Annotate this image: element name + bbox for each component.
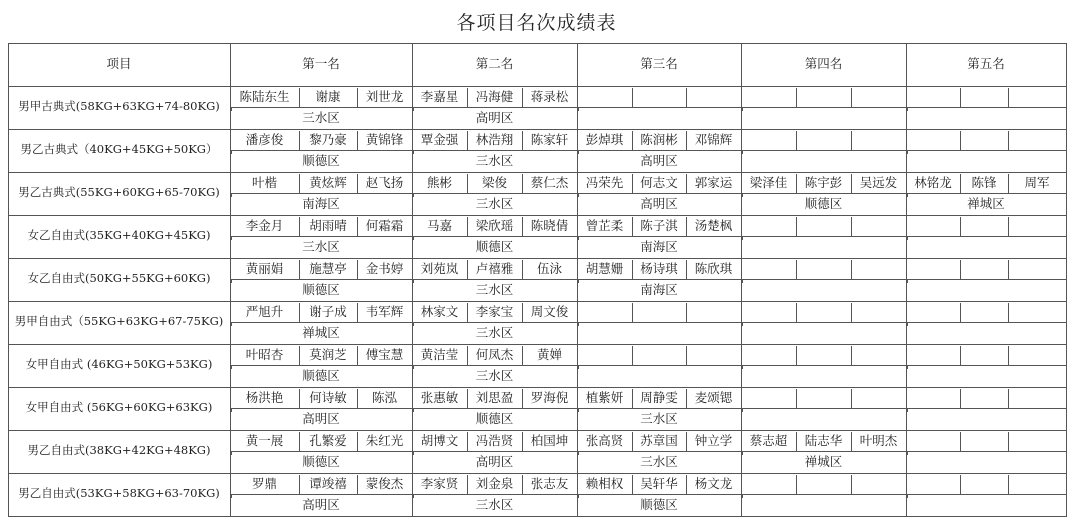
grid-line bbox=[851, 346, 852, 365]
grid-line bbox=[741, 279, 906, 280]
grid-line bbox=[741, 408, 906, 409]
district-label: 高明区 bbox=[302, 497, 340, 512]
grid-line bbox=[686, 88, 687, 107]
category-label: 男乙自由式(38KG+42KG+48KG) bbox=[27, 443, 211, 457]
athlete-name: 伍泳 bbox=[536, 261, 562, 276]
district-label: 南海区 bbox=[640, 239, 678, 254]
athlete-name: 彭焯琪 bbox=[585, 132, 624, 147]
grid-line bbox=[851, 217, 852, 236]
grid-line bbox=[741, 494, 906, 495]
category-label: 男甲自由式（55KG+63KG+67-75KG) bbox=[14, 314, 224, 328]
grid-line bbox=[907, 451, 908, 455]
athlete-name: 黄锦锋 bbox=[365, 132, 404, 147]
district-label: 三水区 bbox=[302, 239, 340, 254]
grid-line bbox=[960, 303, 961, 322]
district-label: 南海区 bbox=[302, 196, 340, 211]
athlete-name: 赖相权 bbox=[585, 476, 624, 491]
athlete-name: 梁泽佳 bbox=[749, 175, 788, 190]
grid-line bbox=[906, 322, 1066, 323]
grid-line bbox=[1008, 475, 1009, 494]
district-label: 顺德区 bbox=[475, 239, 514, 254]
athlete-name: 叶昭杏 bbox=[245, 347, 284, 362]
district-label: 禅城区 bbox=[804, 454, 843, 469]
athlete-name: 黄洁莹 bbox=[420, 347, 459, 362]
grid-line bbox=[578, 107, 579, 111]
district-label: 南海区 bbox=[640, 282, 678, 297]
athlete-name: 胡慧姗 bbox=[585, 261, 624, 276]
athlete-name: 冯浩贤 bbox=[475, 433, 514, 448]
category-label: 女乙自由式(35KG+40KG+45KG) bbox=[27, 228, 211, 242]
athlete-name: 罗海倪 bbox=[530, 390, 569, 405]
district-label: 顺德区 bbox=[302, 153, 340, 168]
grid-line bbox=[796, 217, 797, 236]
athlete-name: 覃金强 bbox=[420, 132, 459, 147]
grid-line bbox=[632, 303, 633, 322]
athlete-name: 李嘉星 bbox=[420, 89, 459, 104]
athlete-name: 何诗敏 bbox=[309, 390, 347, 405]
athlete-name: 陈宇彭 bbox=[804, 175, 843, 190]
grid-line bbox=[796, 303, 797, 322]
grid-line bbox=[960, 346, 961, 365]
grid-line bbox=[960, 260, 961, 279]
athlete-name: 邓锦辉 bbox=[694, 132, 733, 147]
grid-line bbox=[577, 107, 741, 108]
district-label: 高明区 bbox=[640, 196, 678, 211]
athlete-name: 陈家轩 bbox=[530, 132, 569, 147]
grid-line bbox=[742, 494, 743, 498]
grid-line bbox=[907, 236, 908, 240]
athlete-name: 梁欣瑶 bbox=[475, 218, 514, 233]
athlete-name: 杨洪艳 bbox=[245, 390, 284, 405]
athlete-name: 汤楚枫 bbox=[694, 218, 733, 233]
grid-line bbox=[1008, 303, 1009, 322]
district-label: 顺德区 bbox=[302, 368, 340, 383]
athlete-name: 陈晓倩 bbox=[530, 218, 569, 233]
grid-line bbox=[686, 346, 687, 365]
athlete-name: 谢康 bbox=[315, 89, 341, 104]
grid-line bbox=[742, 408, 743, 412]
athlete-name: 李家贤 bbox=[420, 476, 459, 491]
district-label: 三水区 bbox=[640, 454, 678, 469]
column-header-item: 项目 bbox=[106, 56, 132, 71]
grid-line bbox=[1008, 217, 1009, 236]
athlete-name: 张惠敏 bbox=[420, 390, 459, 405]
athlete-name: 严旭升 bbox=[245, 304, 284, 319]
athlete-name: 麦颂锶 bbox=[694, 390, 733, 405]
grid-line bbox=[741, 365, 906, 366]
athlete-name: 罗鼎 bbox=[251, 476, 277, 491]
athlete-name: 黎乃豪 bbox=[309, 132, 347, 147]
grid-line bbox=[851, 303, 852, 322]
grid-line bbox=[906, 150, 1066, 151]
athlete-name: 吴轩华 bbox=[640, 476, 678, 491]
column-header-place-3: 第三名 bbox=[640, 56, 678, 71]
grid-line bbox=[741, 107, 906, 108]
grid-line bbox=[742, 107, 743, 111]
athlete-name: 吴远发 bbox=[859, 175, 898, 190]
athlete-name: 曾芷柔 bbox=[585, 218, 624, 233]
grid-line bbox=[1008, 346, 1009, 365]
district-label: 三水区 bbox=[475, 325, 514, 340]
athlete-name: 刘苑岚 bbox=[420, 261, 459, 276]
athlete-name: 何霜霜 bbox=[365, 218, 404, 233]
grid-line bbox=[960, 88, 961, 107]
grid-line bbox=[632, 88, 633, 107]
athlete-name: 陈欣琪 bbox=[694, 261, 733, 276]
athlete-name: 黄丽娟 bbox=[245, 261, 284, 276]
grid-line bbox=[741, 322, 906, 323]
grid-line bbox=[960, 389, 961, 408]
athlete-name: 周军 bbox=[1024, 175, 1050, 190]
grid-line bbox=[907, 494, 908, 498]
athlete-name: 马嘉 bbox=[426, 218, 452, 233]
athlete-name: 陈陆东生 bbox=[239, 89, 290, 104]
athlete-name: 周文俊 bbox=[530, 304, 569, 319]
column-header-place-5: 第五名 bbox=[967, 56, 1005, 71]
athlete-name: 张志友 bbox=[530, 476, 569, 491]
athlete-name: 叶明杰 bbox=[859, 433, 898, 448]
grid-line bbox=[578, 322, 579, 326]
athlete-name: 苏章国 bbox=[640, 433, 678, 448]
district-label: 顺德区 bbox=[302, 454, 340, 469]
grid-line bbox=[1008, 389, 1009, 408]
athlete-name: 刘思盈 bbox=[475, 390, 514, 405]
grid-line bbox=[907, 150, 908, 154]
athlete-name: 朱红光 bbox=[365, 433, 404, 448]
grid-line bbox=[907, 279, 908, 283]
grid-line bbox=[8, 516, 1066, 517]
grid-line bbox=[1008, 432, 1009, 451]
category-label: 女甲自由式 (56KG+60KG+63KG) bbox=[25, 400, 213, 414]
district-label: 三水区 bbox=[302, 110, 340, 125]
category-label: 男甲古典式(58KG+63KG+74-80KG) bbox=[18, 99, 220, 113]
athlete-name: 施慧亭 bbox=[309, 261, 347, 276]
athlete-name: 孔繁爱 bbox=[309, 433, 347, 448]
athlete-name: 周静雯 bbox=[640, 390, 678, 405]
athlete-name: 胡雨晴 bbox=[309, 218, 347, 233]
grid-line bbox=[742, 150, 743, 154]
grid-line bbox=[960, 432, 961, 451]
district-label: 禅城区 bbox=[302, 325, 340, 340]
category-label: 女甲自由式 (46KG+50KG+53KG) bbox=[25, 357, 213, 371]
column-header-place-2: 第二名 bbox=[475, 56, 514, 71]
district-label: 三水区 bbox=[475, 282, 514, 297]
athlete-name: 卢禧雅 bbox=[475, 261, 514, 276]
page-title: 各项目名次成绩表 bbox=[456, 12, 617, 34]
athlete-name: 蒙俊杰 bbox=[365, 476, 404, 491]
district-label: 高明区 bbox=[475, 110, 514, 125]
athlete-name: 黄炫辉 bbox=[309, 175, 347, 190]
athlete-name: 李家宝 bbox=[475, 304, 514, 319]
category-label: 男乙古典式(55KG+60KG+65-70KG) bbox=[18, 185, 220, 199]
grid-line bbox=[906, 365, 1066, 366]
grid-line bbox=[796, 389, 797, 408]
athlete-name: 何志文 bbox=[640, 175, 678, 190]
grid-line bbox=[742, 322, 743, 326]
athlete-name: 杨文龙 bbox=[694, 476, 733, 491]
athlete-name: 刘金泉 bbox=[475, 476, 514, 491]
category-label: 男乙古典式（40KG+45KG+50KG） bbox=[20, 142, 218, 156]
athlete-name: 傅宝慧 bbox=[365, 347, 404, 362]
athlete-name: 黄婵 bbox=[536, 347, 562, 362]
grid-line bbox=[906, 451, 1066, 452]
category-label: 男乙自由式(53KG+58KG+63-70KG) bbox=[18, 486, 220, 500]
district-label: 高明区 bbox=[640, 153, 678, 168]
athlete-name: 刘世龙 bbox=[365, 89, 404, 104]
athlete-name: 陈锋 bbox=[971, 175, 997, 190]
athlete-name: 蒋录松 bbox=[530, 89, 569, 104]
athlete-name: 柏国坤 bbox=[530, 433, 569, 448]
grid-line bbox=[742, 279, 743, 283]
athlete-name: 金书婷 bbox=[365, 261, 404, 276]
grid-line bbox=[906, 408, 1066, 409]
grid-line bbox=[851, 389, 852, 408]
athlete-name: 蔡志超 bbox=[749, 433, 788, 448]
grid-line bbox=[796, 88, 797, 107]
grid-line bbox=[578, 365, 579, 369]
athlete-name: 熊彬 bbox=[426, 175, 452, 190]
grid-line bbox=[686, 303, 687, 322]
grid-line bbox=[796, 475, 797, 494]
athlete-name: 陈润彬 bbox=[640, 132, 678, 147]
athlete-name: 李金月 bbox=[245, 218, 284, 233]
grid-line bbox=[907, 408, 908, 412]
district-label: 禅城区 bbox=[967, 196, 1005, 211]
grid-line bbox=[851, 475, 852, 494]
athlete-name: 冯荣先 bbox=[585, 175, 624, 190]
district-label: 三水区 bbox=[475, 497, 514, 512]
grid-line bbox=[742, 365, 743, 369]
district-label: 顺德区 bbox=[804, 196, 843, 211]
grid-line bbox=[1008, 131, 1009, 150]
grid-line bbox=[796, 131, 797, 150]
athlete-name: 植紫妍 bbox=[585, 390, 624, 405]
athlete-name: 陈子淇 bbox=[640, 218, 678, 233]
athlete-name: 林铭龙 bbox=[914, 175, 952, 190]
column-header-place-4: 第四名 bbox=[804, 56, 843, 71]
grid-line bbox=[741, 236, 906, 237]
athlete-name: 冯海健 bbox=[475, 89, 514, 104]
grid-line bbox=[960, 131, 961, 150]
grid-line bbox=[960, 475, 961, 494]
athlete-name: 陈泓 bbox=[371, 390, 397, 405]
grid-line bbox=[796, 260, 797, 279]
grid-line bbox=[960, 217, 961, 236]
athlete-name: 钟立学 bbox=[694, 433, 733, 448]
grid-line bbox=[1008, 88, 1009, 107]
athlete-name: 杨诗琪 bbox=[640, 261, 678, 276]
district-label: 顺德区 bbox=[302, 282, 340, 297]
grid-line bbox=[742, 236, 743, 240]
grid-line bbox=[851, 260, 852, 279]
athlete-name: 郭家运 bbox=[694, 175, 733, 190]
grid-line bbox=[906, 279, 1066, 280]
category-label: 女乙自由式(50KG+55KG+60KG) bbox=[27, 271, 211, 285]
grid-line bbox=[741, 150, 906, 151]
grid-line bbox=[907, 365, 908, 369]
column-header-place-1: 第一名 bbox=[302, 56, 340, 71]
athlete-name: 赵飞扬 bbox=[365, 175, 404, 190]
district-label: 三水区 bbox=[640, 411, 678, 426]
grid-line bbox=[1008, 260, 1009, 279]
district-label: 三水区 bbox=[475, 368, 514, 383]
district-label: 三水区 bbox=[475, 153, 514, 168]
grid-line bbox=[632, 346, 633, 365]
athlete-name: 梁俊 bbox=[481, 175, 507, 190]
grid-line bbox=[906, 494, 1066, 495]
grid-line bbox=[907, 107, 908, 111]
athlete-name: 蔡仁杰 bbox=[530, 175, 569, 190]
athlete-name: 何凤杰 bbox=[475, 347, 514, 362]
district-label: 三水区 bbox=[475, 196, 514, 211]
grid-line bbox=[577, 365, 741, 366]
athlete-name: 潘彦俊 bbox=[245, 132, 284, 147]
grid-line bbox=[1066, 43, 1067, 517]
grid-line bbox=[577, 322, 741, 323]
athlete-name: 胡博文 bbox=[420, 433, 459, 448]
athlete-name: 谢子成 bbox=[309, 304, 347, 319]
athlete-name: 林浩翔 bbox=[475, 132, 514, 147]
athlete-name: 陆志华 bbox=[804, 433, 843, 448]
district-label: 高明区 bbox=[475, 454, 514, 469]
athlete-name: 谭竣禧 bbox=[309, 476, 347, 491]
district-label: 顺德区 bbox=[475, 411, 514, 426]
district-label: 高明区 bbox=[302, 411, 340, 426]
athlete-name: 黄一展 bbox=[245, 433, 284, 448]
grid-line bbox=[851, 88, 852, 107]
athlete-name: 叶楷 bbox=[251, 175, 277, 190]
grid-line bbox=[907, 322, 908, 326]
grid-line bbox=[906, 236, 1066, 237]
athlete-name: 林家文 bbox=[420, 304, 459, 319]
athlete-name: 张高贤 bbox=[585, 433, 624, 448]
grid-line bbox=[796, 346, 797, 365]
grid-line bbox=[906, 107, 1066, 108]
athlete-name: 韦军辉 bbox=[365, 304, 404, 319]
grid-line bbox=[851, 131, 852, 150]
district-label: 顺德区 bbox=[640, 497, 678, 512]
athlete-name: 莫润芝 bbox=[309, 347, 347, 362]
